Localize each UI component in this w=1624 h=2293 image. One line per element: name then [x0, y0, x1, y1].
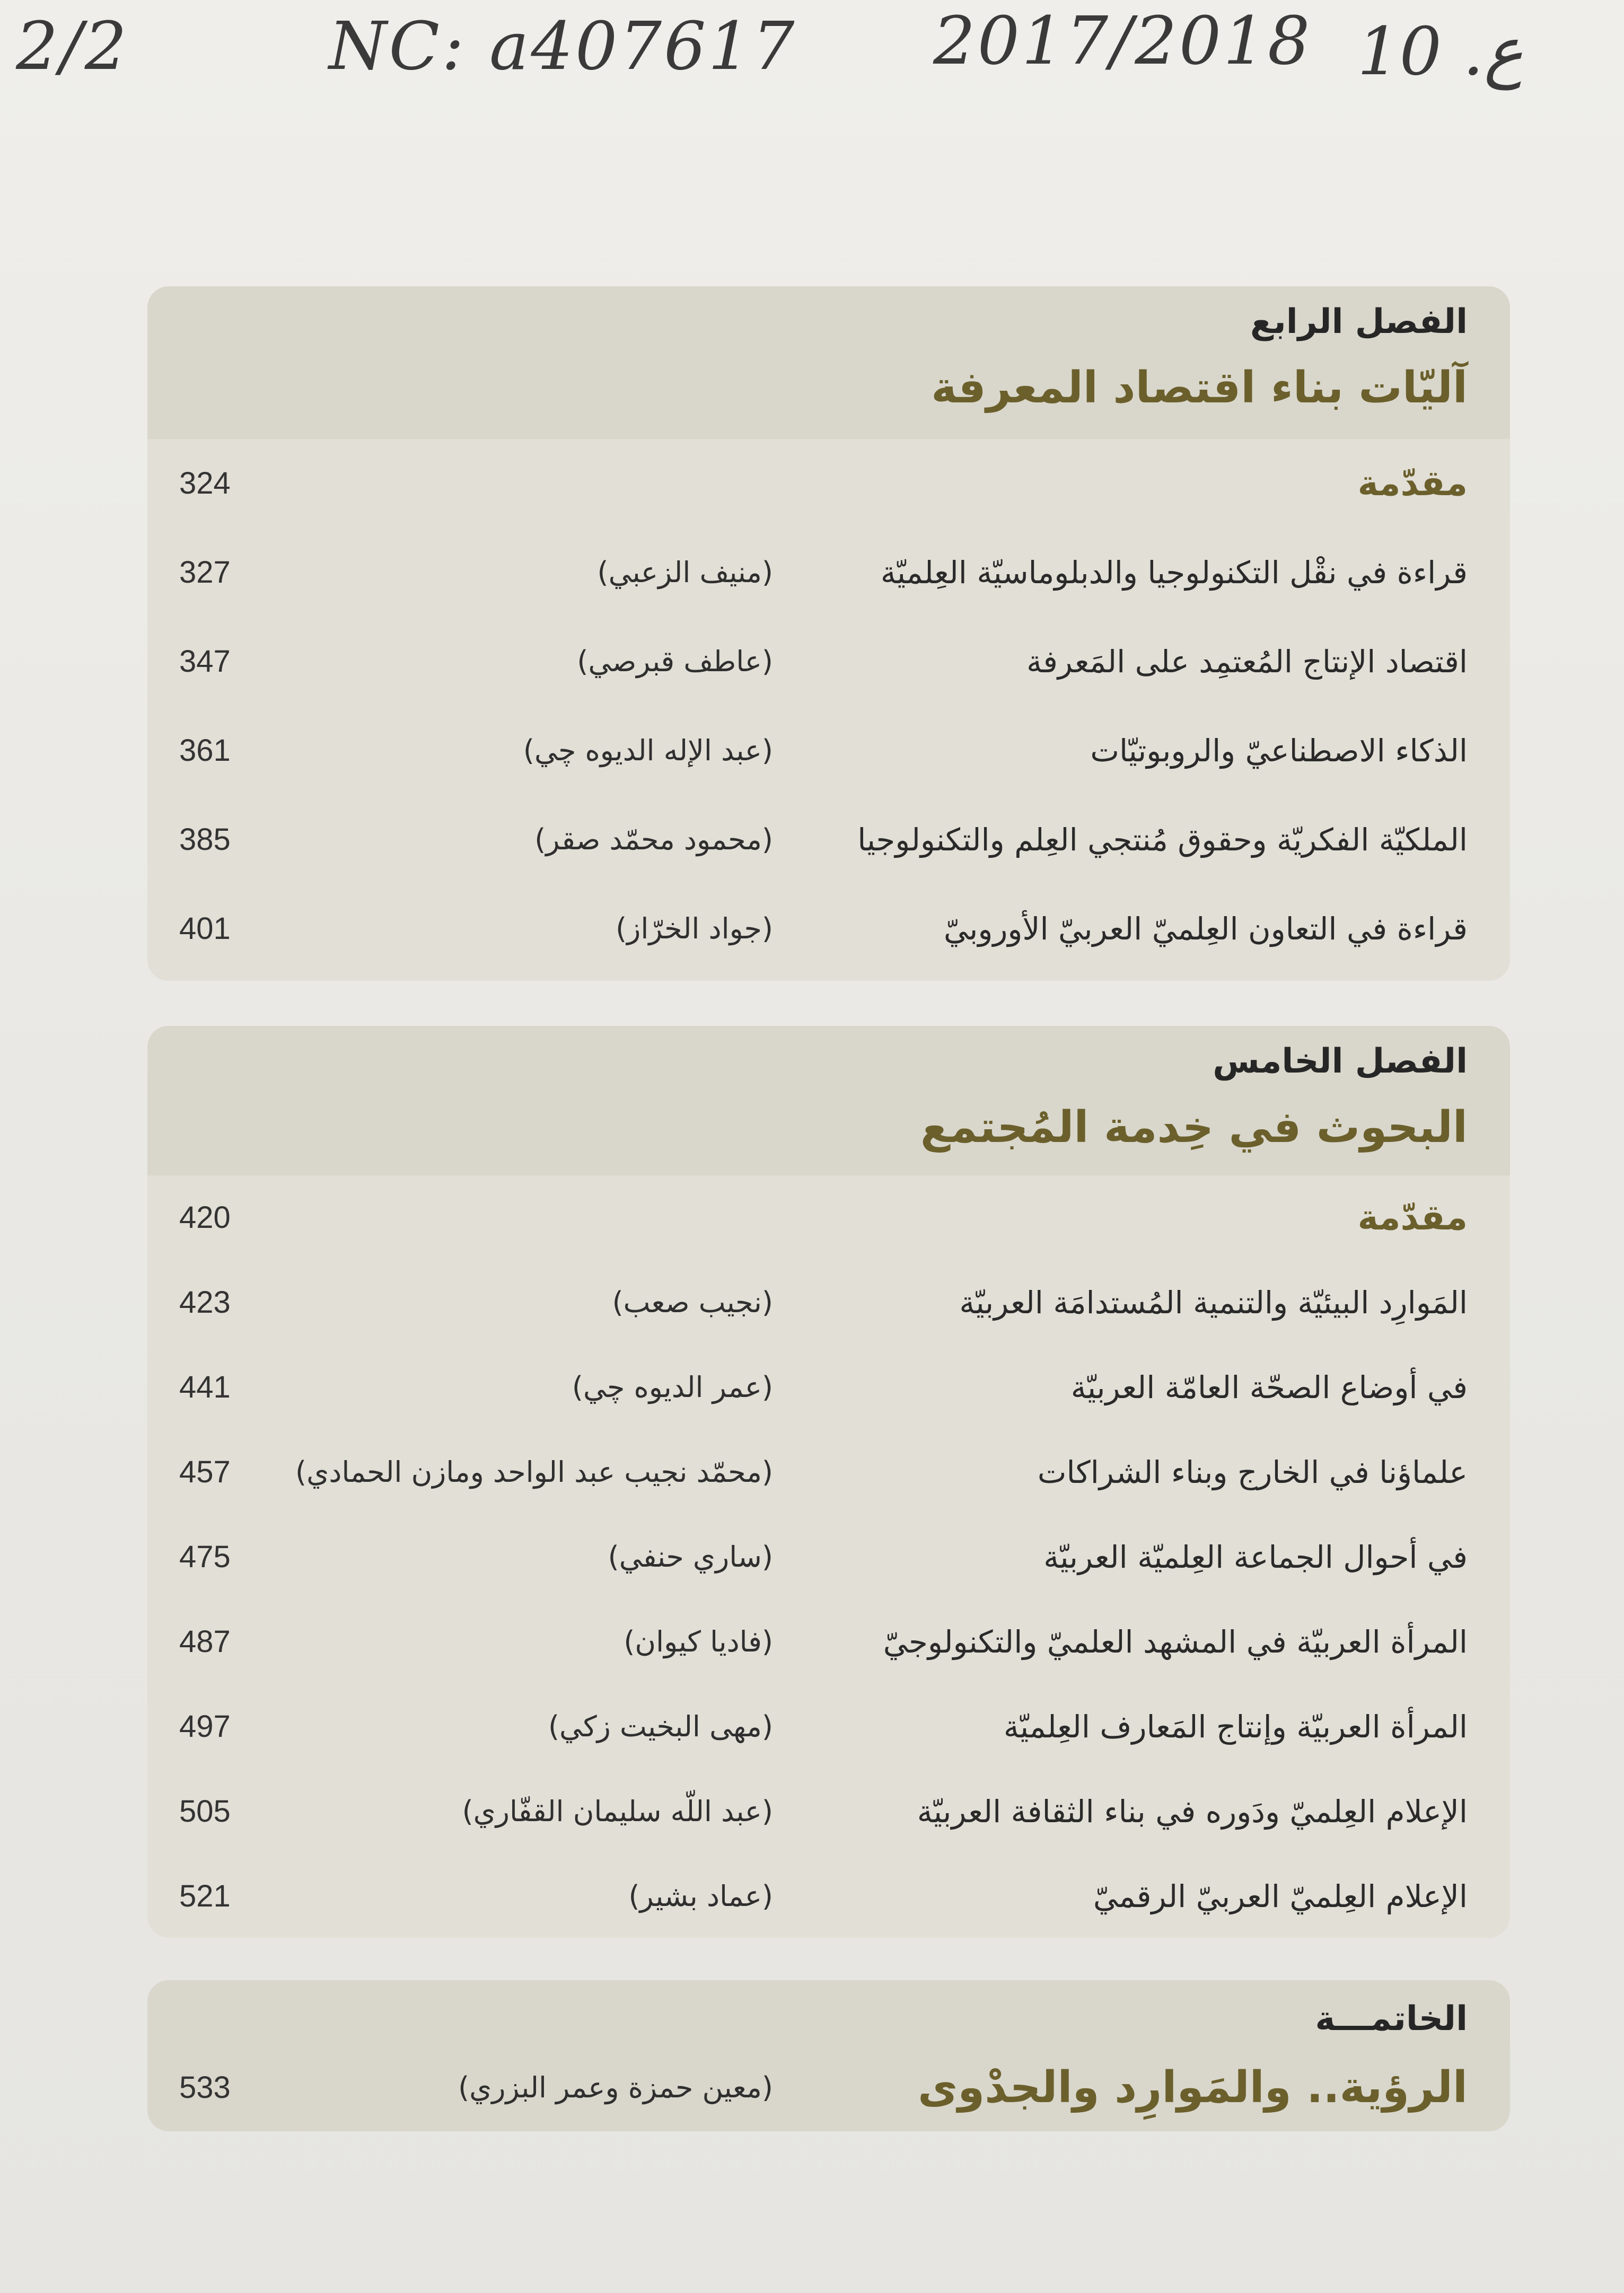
chapter-5-contents	[147, 1175, 1510, 1938]
toc-entry-title: المَوارِد البيئيّة والتنمية المُستدامَة العربيّة	[959, 1285, 1468, 1321]
toc-entry-title: الإعلام العِلميّ ودَوره في بناء الثقافة العربيّة	[917, 1794, 1468, 1830]
toc-entry-author: (عاطف قبرصي)	[577, 645, 773, 678]
toc-entry-page: 423	[179, 1285, 231, 1320]
toc-entry-author: (منيف الزعبي)	[597, 556, 773, 589]
toc-entry-author: (محمّد نجيب عبد الواحد ومازن الحمادي)	[295, 1455, 773, 1489]
chapter-4-header	[147, 286, 1510, 439]
toc-row[interactable]	[179, 1175, 1468, 1260]
toc-entry-title: الملكيّة الفكريّة وحقوق مُنتجي العِلم والتكنولوجيا	[857, 822, 1468, 858]
conclusion-section	[147, 1980, 1510, 2131]
toc-entry-title: المرأة العربيّة وإنتاج المَعارف العِلميّة	[1003, 1709, 1468, 1745]
toc-entry-author: (عبد اللّه سليمان القفّاري)	[462, 1795, 773, 1828]
chapter-5-title: البحوث في خِدمة المُجتمع	[920, 1102, 1468, 1153]
toc-entry-author: (ساري حنفي)	[608, 1540, 773, 1574]
chapter-4-title: آليّات بناء اقتصاد المعرفة	[931, 363, 1468, 413]
toc-row[interactable]	[179, 795, 1468, 884]
toc-row[interactable]	[179, 1260, 1468, 1345]
toc-entry-title: قراءة في نقْل التكنولوجيا والدبلوماسيّة العِلميّة	[880, 555, 1468, 591]
chapter-4-contents	[147, 439, 1510, 981]
toc-entry-page: 533	[179, 2070, 231, 2105]
toc-row[interactable]	[179, 1600, 1468, 1684]
toc-entry-page: 441	[179, 1370, 231, 1404]
toc-entry-title: مقدّمة	[1357, 463, 1468, 504]
toc-entry-page: 385	[179, 822, 231, 857]
toc-entry-title: قراءة في التعاون العِلميّ العربيّ الأوروبيّ	[943, 911, 1468, 947]
toc-row[interactable]	[179, 617, 1468, 706]
conclusion-title: الرؤية.. والمَوارِد والجدْوى	[918, 2062, 1468, 2113]
toc-entry-author: (محمود محمّد صقر)	[534, 823, 773, 856]
toc-entry-page: 401	[179, 911, 231, 946]
toc-entry-author: (معين حمزة وعمر البزري)	[458, 2071, 773, 2104]
toc-entry-title: الذكاء الاصطناعيّ والروبوتيّات	[1090, 733, 1468, 769]
toc-entry-title: اقتصاد الإنتاج المُعتمِد على المَعرفة	[1026, 644, 1468, 680]
toc-row[interactable]	[179, 1854, 1468, 1938]
conclusion-label: الخاتمـــة	[1315, 1999, 1468, 2039]
toc-entry-page: 505	[179, 1794, 231, 1829]
chapter-5-section	[147, 1026, 1510, 1938]
toc-entry-author: (عماد بشير)	[628, 1879, 773, 1913]
toc-entry-page: 420	[179, 1200, 231, 1235]
toc-row[interactable]	[179, 706, 1468, 795]
toc-row[interactable]	[179, 2048, 1468, 2128]
toc-row[interactable]	[179, 528, 1468, 617]
toc-row[interactable]	[179, 1769, 1468, 1854]
handwritten-notes	[0, 0, 1624, 133]
toc-entry-author: (جواد الخرّاز)	[616, 912, 773, 945]
toc-entry-page: 457	[179, 1455, 231, 1489]
toc-entry-page: 521	[179, 1879, 231, 1913]
toc-entry-author: (مهى البخيت زكي)	[548, 1710, 773, 1743]
toc-entry-author: (عبد الإله الديوه چي)	[523, 734, 773, 767]
toc-row[interactable]	[179, 1345, 1468, 1430]
toc-entry-page: 475	[179, 1540, 231, 1574]
toc-row[interactable]	[179, 1684, 1468, 1769]
handwritten-catalog-number: NC: a407617	[329, 8, 797, 85]
toc-entry-page: 487	[179, 1624, 231, 1659]
toc-entry-title: في أحوال الجماعة العِلميّة العربيّة	[1043, 1539, 1468, 1575]
toc-entry-author: (فاديا كيوان)	[624, 1625, 773, 1658]
handwritten-page-count: 2/2	[16, 8, 129, 85]
toc-entry-author: (نجيب صعب)	[612, 1286, 773, 1319]
toc-row[interactable]	[179, 1515, 1468, 1600]
chapter-5-header	[147, 1026, 1510, 1175]
toc-row[interactable]	[179, 1430, 1468, 1515]
chapter-4-label: الفصل الرابع	[1250, 302, 1468, 341]
chapter-4-section	[147, 286, 1510, 981]
handwritten-year: 2017/2018	[933, 3, 1312, 80]
toc-entry-page: 327	[179, 555, 231, 590]
toc-entry-title: المرأة العربيّة في المشهد العلميّ والتكنولوجيّ	[883, 1624, 1468, 1660]
toc-row[interactable]	[179, 439, 1468, 528]
chapter-5-label: الفصل الخامس	[1213, 1042, 1468, 1081]
toc-entry-author: (عمر الديوه چي)	[572, 1370, 773, 1404]
toc-entry-page: 347	[179, 644, 231, 679]
toc-entry-title: مقدّمة	[1357, 1197, 1468, 1238]
toc-row[interactable]	[179, 884, 1468, 973]
toc-entry-page: 324	[179, 466, 231, 500]
handwritten-issue-number: ع. 10	[1357, 13, 1524, 90]
toc-entry-page: 497	[179, 1709, 231, 1744]
toc-entry-page: 361	[179, 733, 231, 768]
toc-entry-title: الإعلام العِلميّ العربيّ الرقميّ	[1093, 1878, 1468, 1914]
toc-entry-title: في أوضاع الصحّة العامّة العربيّة	[1070, 1369, 1468, 1405]
toc-entry-title: علماؤنا في الخارج وبناء الشراكات	[1037, 1454, 1468, 1490]
